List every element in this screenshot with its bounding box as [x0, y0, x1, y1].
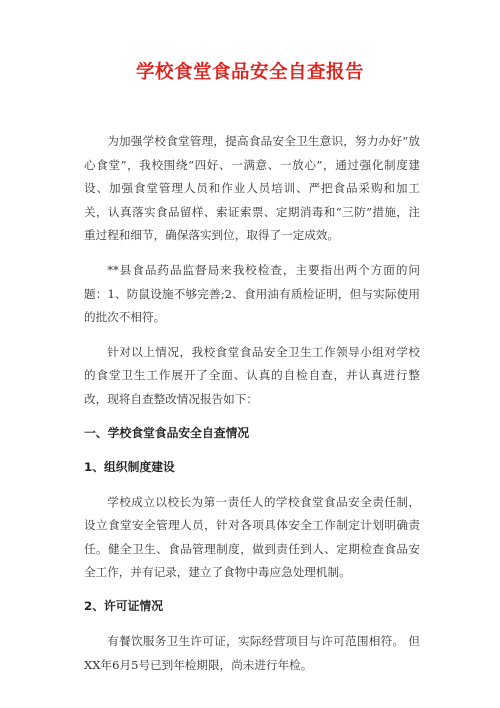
response-paragraph: 针对以上情况，我校食堂食品安全卫生工作领导小组对学校的食堂卫生工作展开了全面、认真的自检自查，并认真进行整改，现将自查整改情况报告如下： — [84, 344, 420, 406]
section-heading-self-inspection: 一、学校食堂食品安全自查情况 — [84, 425, 250, 440]
license-paragraph: 有餐饮服务卫生许可证，实际经营项目与许可范围相符。 但XX年6月5号已到年检期限，尚未进行年检。 — [84, 633, 420, 672]
document-title: 学校食堂食品安全自查报告 — [135, 62, 364, 83]
intro-paragraph: 为加强学校食堂管理，提高食品安全卫生意识，努力办好“放心食堂”，我校围绕“四好、一满意、一放心”，通过强化制度建设、加强食堂管理人员和作业人员培训、严把食品采购和加工关，认真落实食品留样、索证索票、定期消毒和“三防”措施，注重过程和细节，确保落实到位，取得了一定成效。 — [84, 134, 420, 243]
inspection-paragraph: **县食品药品监督局来我校检查，主要指出两个方面的问题：1、防鼠设施不够完善;2、食用油有质检证明，但与实际使用的批次不相符。 — [84, 262, 420, 325]
subheading-organization: 1、组织制度建设 — [84, 459, 175, 474]
subheading-license: 2、许可证情况 — [84, 598, 163, 613]
document-body — [84, 130, 420, 688]
organization-paragraph: 学校成立以校长为第一责任人的学校食堂食品安全责任制，设立食堂安全管理人员，针对各项具体安全工作制定计划明确责任。健全卫生、食品管理制度，做到责任到人、定期检查食品安全工作，并有记录，建立了食物中毒应急处理机制。 — [84, 494, 420, 580]
